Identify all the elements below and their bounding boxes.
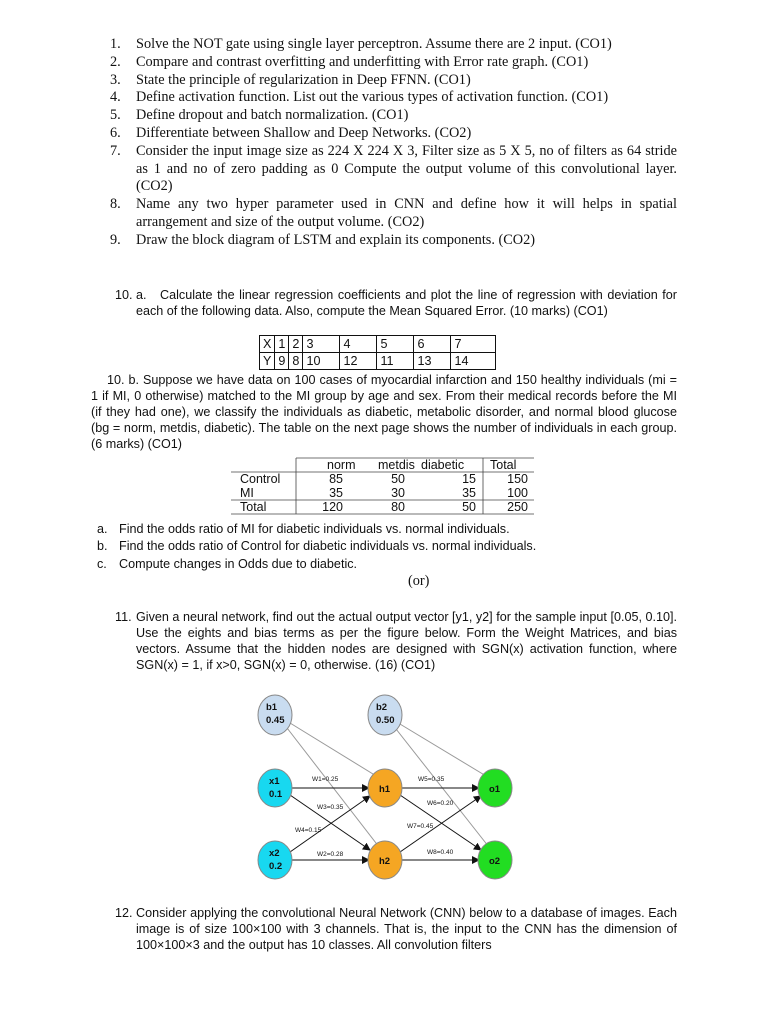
- question-item: 1. Solve the NOT gate using single layer perceptron. Assume there are 2 input. (CO1): [110, 36, 612, 52]
- question-text: Define activation function. List out the various types of activation function. (CO1): [136, 89, 609, 106]
- odds-cell: 35: [329, 486, 343, 500]
- node-value: 0.50: [376, 715, 395, 726]
- table-cell: X: [260, 336, 275, 353]
- table-cell: 11: [377, 353, 414, 370]
- list-item: a. Find the odds ratio of MI for diabetic individuals vs. normal individuals.: [97, 522, 510, 536]
- odds-header-diabetic: diabetic: [421, 458, 465, 472]
- table-row: [260, 336, 496, 353]
- q11-number: 11.: [115, 610, 132, 624]
- node-label: b1: [266, 702, 278, 713]
- weight-label: W2=0.28: [317, 851, 344, 858]
- weight-label: W5=0.35: [418, 776, 445, 783]
- question-text: Solve the NOT gate using single layer perceptron. Assume there are 2 input. (CO1): [136, 36, 612, 52]
- weight-label: W8=0.40: [427, 849, 454, 856]
- odds-row-label: MI: [240, 486, 254, 500]
- weight-label: W1=0.25: [312, 776, 339, 783]
- q10b-subparts: [97, 521, 536, 573]
- odds-row-label: Control: [240, 472, 281, 486]
- q12-text: Consider applying the convolutional Neural Network (CNN) below to a database of images. Each image is of size 100×100 with 3 channels. That is, the input to the CNN has the dimension of 100×100×3 and the output has 10 classes. All convolution filters: [136, 906, 677, 953]
- weight-label: W4=0.15: [295, 827, 322, 834]
- or-separator: (or): [408, 573, 430, 589]
- weight-label: W6=0.20: [427, 800, 454, 807]
- question-text: Define dropout and batch normalization. (CO1): [136, 107, 409, 124]
- question-text: Consider the input image size as 224 X 224 X 3, Filter size as 5 X 5, no of filters as 64 stride as 1 and no of zero padding as 0 Compute the output volume of this convolutional layer. (CO2): [136, 142, 677, 195]
- odds-cell: 30: [391, 486, 405, 500]
- node-label: x2: [269, 848, 280, 859]
- short-questions-list: [110, 36, 677, 250]
- node-value: 0.1: [269, 789, 283, 800]
- question-text: State the principle of regularization in Deep FFNN. (CO1): [136, 71, 471, 88]
- odds-cell: 120: [322, 500, 343, 514]
- bias-edge: [277, 715, 386, 782]
- q10b-text: 10. b. Suppose we have data on 100 cases of myocardial infarction and 150 healthy individuals (mi = 1 if MI, 0 otherwise) matched to the MI group by age and sex. From their medical records before the MI (if they had one), we classify the individuals as diabetic, metabolic disorder, and normal blood glucose (bg = norm, metdis, diabetic). The table on the next page shows the number of individuals in each group. (6 marks) (CO1): [91, 373, 677, 452]
- odds-cell: 250: [507, 500, 528, 514]
- list-item: c. Compute changes in Odds due to diabetic.: [97, 556, 358, 571]
- q10a-text: Calculate the linear regression coefficients and plot the line of regression with deviation for each of the following data. Also, compute the Mean Squared Error. (10 marks) (CO1): [136, 288, 677, 319]
- node-label: h2: [379, 856, 391, 867]
- table-cell: 7: [451, 336, 496, 353]
- question-text: Draw the block diagram of LSTM and explain its components. (CO2): [136, 231, 536, 248]
- question-item: 5. Define dropout and batch normalization. (CO1): [110, 107, 409, 124]
- table-cell: 4: [340, 336, 377, 353]
- table-cell: 1: [275, 336, 289, 353]
- table-cell: Y: [260, 353, 275, 370]
- node-label: o2: [489, 856, 501, 867]
- table-cell: 3: [303, 336, 340, 353]
- table-cell: 14: [451, 353, 496, 370]
- input-node-x2: [258, 841, 292, 879]
- question-item: 3. State the principle of regularization in Deep FFNN. (CO1): [110, 71, 471, 88]
- table-cell: 2: [289, 336, 303, 353]
- odds-cell: 85: [329, 472, 343, 486]
- node-value: 0.2: [269, 861, 283, 872]
- question-text: Differentiate between Shallow and Deep Networks. (CO2): [136, 124, 472, 141]
- weight-label: W7=0.45: [407, 823, 434, 830]
- odds-row-label: Total: [240, 500, 267, 514]
- node-label: h1: [379, 784, 391, 795]
- q12-number: 12.: [115, 906, 133, 920]
- odds-table: [231, 456, 536, 516]
- odds-cell: 80: [391, 500, 405, 514]
- odds-cell: 100: [507, 486, 528, 500]
- question-item: 4. Define activation function. List out the various types of activation function. (CO1): [110, 89, 609, 106]
- bias-edge: [385, 715, 496, 782]
- node-label: x1: [269, 776, 280, 787]
- node-label: o1: [489, 784, 501, 795]
- odds-cell: 15: [462, 472, 476, 486]
- q10a-number: 10. a.: [115, 288, 147, 302]
- q11-text: Given a neural network, find out the actual output vector [y1, y2] for the sample input [0.05, 0.10]. Use the eights and bias terms as per the figure below. Form the Weight Matrices, and bias vectors. Assume that the hidden nodes are designed with SGN(x) activation function, where SGN(x) = 1, if x>0, SGN(x) = 0, otherwise. (16) (CO1): [136, 610, 677, 673]
- neural-network-diagram: [240, 690, 540, 890]
- node-value: 0.45: [266, 715, 285, 726]
- odds-header-norm: norm: [327, 458, 356, 472]
- input-node-x1: [258, 769, 292, 807]
- table-cell: 10: [303, 353, 340, 370]
- node-label: b2: [376, 702, 388, 713]
- odds-cell: 50: [391, 472, 405, 486]
- table-cell: 8: [289, 353, 303, 370]
- question-text: Compare and contrast overfitting and underfitting with Error rate graph. (CO1): [136, 53, 589, 70]
- odds-cell: 50: [462, 500, 476, 514]
- odds-cell: 150: [507, 472, 528, 486]
- table-row: [260, 353, 496, 370]
- table-cell: 13: [414, 353, 451, 370]
- odds-cell: 35: [462, 486, 476, 500]
- table-cell: 12: [340, 353, 377, 370]
- question-item: 6. Differentiate between Shallow and Deep Networks. (CO2): [110, 124, 472, 141]
- question-item: 7. Consider the input image size as 224 X 224 X 3, Filter size as 5 X 5, no of filters as 64 stride as 1 and no of zero padding as 0 Compute the output volume of this convolutional layer. (CO2): [110, 142, 677, 195]
- question-item: 9. Draw the block diagram of LSTM and explain its components. (CO2): [110, 231, 536, 248]
- weight-label: W3=0.35: [317, 804, 344, 811]
- odds-header-metdis: metdis: [378, 458, 415, 472]
- regression-data-table: [259, 335, 496, 370]
- table-cell: 5: [377, 336, 414, 353]
- list-item: b. Find the odds ratio of Control for diabetic individuals vs. normal individuals.: [97, 539, 537, 554]
- question-item: 8. Name any two hyper parameter used in CNN and define how it will helps in spatial arrangement and size of the output volume. (CO2): [110, 196, 677, 230]
- question-text: Name any two hyper parameter used in CNN and define how it will helps in spatial arrangement and size of the output volume. (CO2): [136, 196, 677, 230]
- odds-header-total: Total: [490, 458, 517, 472]
- table-cell: 9: [275, 353, 289, 370]
- table-cell: 6: [414, 336, 451, 353]
- question-item: 2. Compare and contrast overfitting and underfitting with Error rate graph. (CO1): [110, 53, 589, 70]
